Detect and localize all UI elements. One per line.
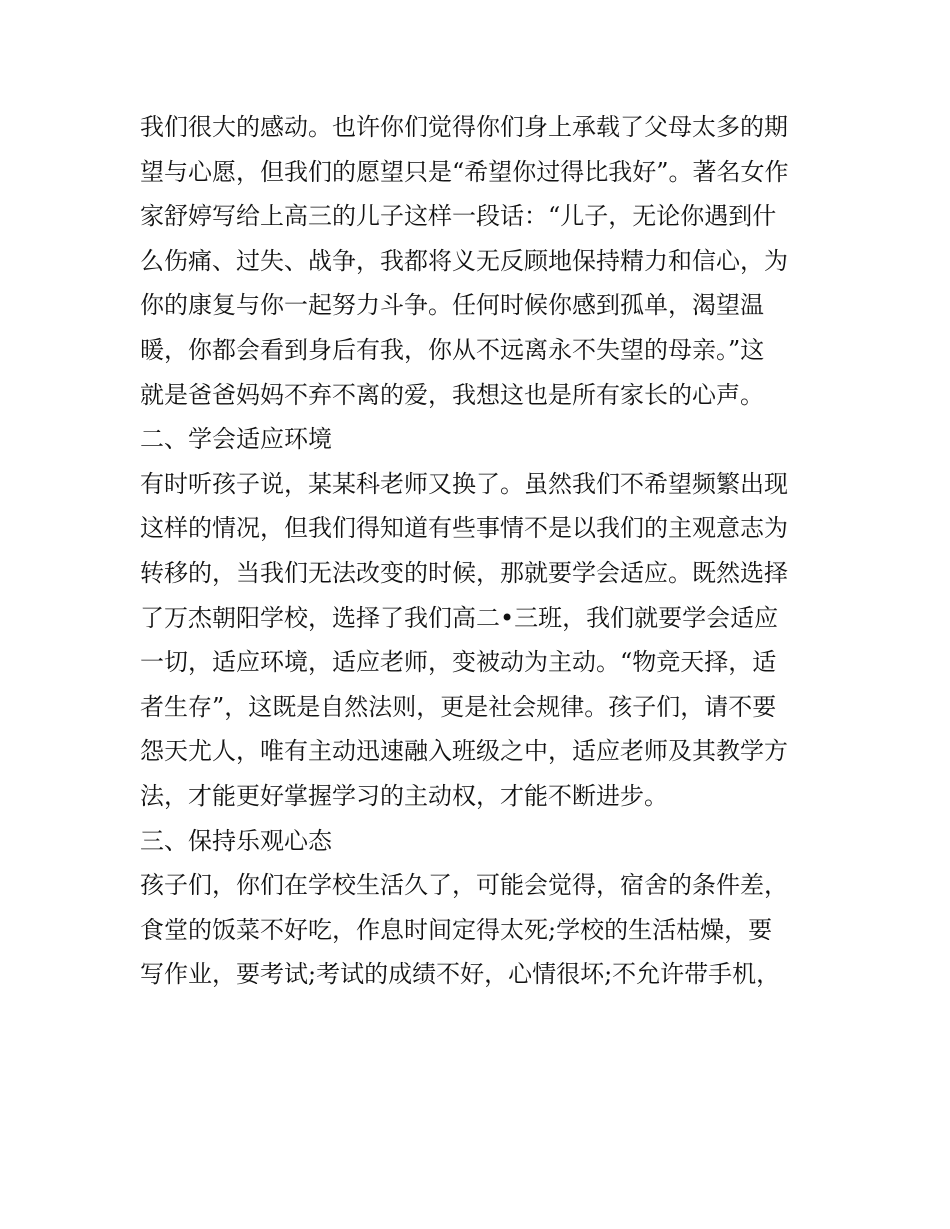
- text-line: 食堂的饭菜不好吃，作息时间定得太死;学校的生活枯燥，要: [140, 915, 773, 944]
- text-line: 者生存”，这既是自然法则，更是社会规律。孩子们，请不要: [140, 692, 777, 721]
- text-line: 有时听孩子说，某某科老师又换了。虽然我们不希望频繁出现: [140, 469, 788, 498]
- text-line: 法，才能更好掌握学习的主动权，才能不断进步。: [140, 781, 668, 810]
- text-line: 么伤痛、过失、战争，我都将义无反顾地保持精力和信心，为: [140, 246, 788, 275]
- text-line: 你的康复与你一起努力斗争。任何时候你感到孤单，渴望温: [140, 291, 764, 320]
- document-body: [140, 105, 820, 997]
- text-line: 了万杰朝阳学校，选择了我们高二•三班，我们就要学会适应: [140, 603, 779, 632]
- section-heading: 三、保持乐观心态: [140, 826, 332, 855]
- text-line: 转移的，当我们无法改变的时候，那就要学会适应。既然选择: [140, 558, 788, 587]
- text-line: 就是爸爸妈妈不弃不离的爱，我想这也是所有家长的心声。: [140, 380, 764, 409]
- text-line: 暖，你都会看到身后有我，你从不远离永不失望的母亲。”这: [140, 335, 765, 364]
- text-line: 孩子们，你们在学校生活久了，可能会觉得，宿舍的条件差，: [140, 871, 788, 900]
- text-line: 家舒婷写给上高三的儿子这样一段话：“儿子，无论你遇到什: [140, 202, 777, 231]
- text-line: 望与心愿，但我们的愿望只是“希望你过得比我好”。著名女作: [140, 157, 789, 186]
- text-line: 怨天尤人，唯有主动迅速融入班级之中，适应老师及其教学方: [140, 737, 788, 766]
- text-line: 我们很大的感动。也许你们觉得你们身上承载了父母太多的期: [140, 113, 788, 141]
- text-line: 一切，适应环境，适应老师，变被动为主动。“物竞天择，适: [140, 648, 777, 677]
- text-line: 写作业，要考试;考试的成绩不好，心情很坏;不允许带手机，: [140, 960, 781, 989]
- section-heading: 二、学会适应环境: [140, 425, 332, 454]
- text-line: 这样的情况，但我们得知道有些事情不是以我们的主观意志为: [140, 514, 788, 543]
